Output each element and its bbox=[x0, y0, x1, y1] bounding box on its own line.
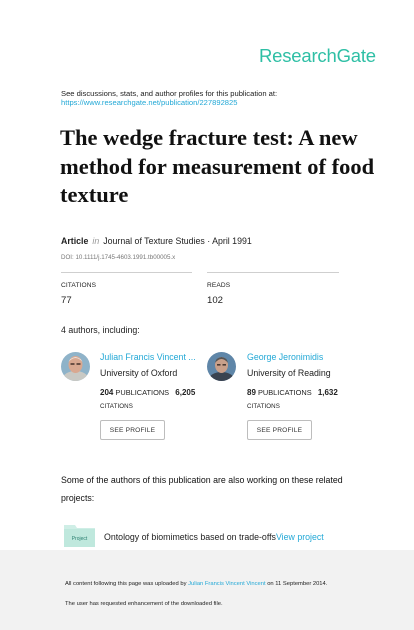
reads-label: READS bbox=[207, 282, 231, 289]
author-citations-label: CITATIONS bbox=[247, 403, 280, 410]
publications-label: PUBLICATIONS bbox=[257, 388, 312, 397]
journal-date: Journal of Texture Studies · April 1991 bbox=[103, 236, 252, 246]
reads-divider bbox=[207, 272, 339, 273]
citations-label: CITATIONS bbox=[61, 282, 97, 289]
citations-count: 6,205 bbox=[175, 388, 196, 397]
avatar[interactable] bbox=[207, 352, 236, 381]
project-name: Ontology of biomimetics based on trade-offs bbox=[104, 532, 276, 542]
citations-divider bbox=[61, 272, 192, 273]
publications-count: 204 bbox=[100, 388, 114, 397]
in-label: in bbox=[92, 236, 100, 246]
project-item bbox=[104, 532, 324, 542]
article-doi: DOI: 10.1111/j.1745-4603.1991.tb00005.x bbox=[61, 254, 176, 261]
author-name-link[interactable]: Julian Francis Vincent ... bbox=[100, 352, 196, 362]
folder-icon bbox=[63, 522, 96, 548]
upload-note bbox=[65, 581, 327, 587]
citations-value: 77 bbox=[61, 295, 72, 306]
see-profile-button[interactable]: SEE PROFILE bbox=[247, 420, 312, 440]
authors-heading: 4 authors, including: bbox=[61, 325, 140, 335]
publications-count: 89 bbox=[247, 388, 256, 397]
article-title: The wedge fracture test: A new method for measurement of food texture bbox=[60, 125, 375, 207]
researchgate-logo[interactable]: ResearchGate bbox=[259, 45, 376, 66]
publications-label: PUBLICATIONS bbox=[115, 388, 170, 397]
upload-prefix: All content following this page was uploaded by bbox=[65, 581, 187, 587]
related-projects-heading: Some of the authors of this publication are also working on these related projects: bbox=[61, 475, 343, 503]
footer bbox=[0, 550, 414, 630]
enhancement-note: The user has requested enhancement of the downloaded file. bbox=[65, 601, 223, 607]
author-name-link[interactable]: George Jeronimidis bbox=[247, 352, 324, 362]
author-photo-icon bbox=[207, 352, 236, 381]
project-icon bbox=[63, 522, 96, 548]
project-icon-label: Project bbox=[71, 536, 88, 542]
view-project-link[interactable]: View project bbox=[275, 532, 324, 542]
author-affiliation: University of Oxford bbox=[100, 368, 178, 378]
author-stats bbox=[247, 388, 338, 397]
author-stats bbox=[100, 388, 195, 397]
see-profile-button[interactable]: SEE PROFILE bbox=[100, 420, 165, 440]
upload-suffix: on 11 September 2014. bbox=[267, 581, 328, 587]
author-photo-icon bbox=[61, 352, 90, 381]
article-meta bbox=[61, 236, 252, 246]
discussion-text: See discussions, stats, and author profiles for this publication at: bbox=[61, 89, 278, 98]
author-affiliation: University of Reading bbox=[247, 368, 331, 378]
citations-count: 1,632 bbox=[317, 388, 338, 397]
avatar[interactable] bbox=[61, 352, 90, 381]
article-type: Article bbox=[61, 236, 89, 246]
uploader-link[interactable]: Julian Francis Vincent Vincent bbox=[188, 581, 266, 587]
reads-value: 102 bbox=[207, 295, 224, 306]
author-citations-label: CITATIONS bbox=[100, 403, 133, 410]
publication-url-link[interactable]: https://www.researchgate.net/publication/227892825 bbox=[61, 98, 238, 107]
